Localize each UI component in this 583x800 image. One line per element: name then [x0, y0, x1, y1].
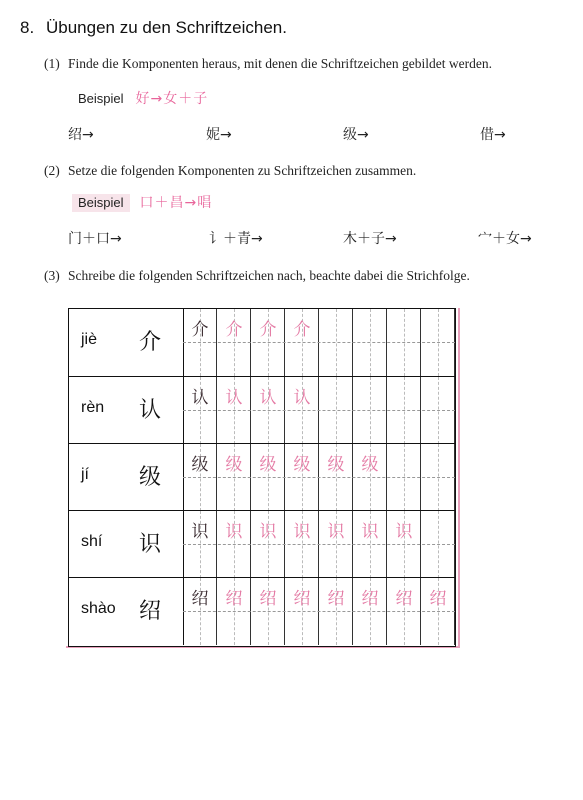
trace-character: 认: [191, 388, 209, 408]
part2-task: 门＋口→: [68, 231, 122, 247]
part2-example: [72, 192, 212, 212]
trace-character: 识: [191, 522, 209, 542]
part1-example-label: Beispiel: [78, 91, 124, 106]
grid-guide-vertical: [336, 377, 337, 444]
trace-character: 级: [259, 455, 277, 475]
part3-index: (3): [44, 268, 60, 283]
part1-example-text: 好→女＋子: [135, 91, 209, 107]
trace-character: 级: [293, 455, 311, 475]
part1-instruction: [44, 56, 492, 72]
writing-grid: [183, 377, 455, 444]
trace-character: 认: [293, 388, 311, 408]
trace-character: 绍: [327, 589, 345, 609]
trace-character: 绍: [395, 589, 413, 609]
part2-instruction-text: Setze die folgenden Komponenten zu Schriftzeichen zusammen.: [68, 163, 417, 178]
part2-task: 讠＋青→: [209, 231, 263, 247]
part3-instruction: [44, 268, 470, 284]
trace-character: 级: [191, 455, 209, 475]
table-shadow-right: [458, 308, 460, 648]
trace-character: 识: [327, 522, 345, 542]
pinyin-label: jiè: [81, 331, 98, 348]
grid-guide-vertical: [438, 309, 439, 376]
practice-row: [69, 577, 455, 645]
grid-guide-vertical: [370, 309, 371, 376]
practice-table: [68, 308, 456, 647]
pinyin-label: rèn: [81, 399, 105, 416]
part1-instruction-text: Finde die Komponenten heraus, mit denen die Schriftzeichen gebildet werden.: [68, 56, 492, 71]
part2-example-text: 口＋昌→唱: [139, 195, 213, 211]
pinyin-label: shí: [81, 533, 103, 550]
grid-guide-vertical: [438, 511, 439, 578]
model-character: 级: [139, 465, 162, 490]
model-character: 认: [139, 398, 162, 423]
practice-row: [69, 443, 455, 511]
trace-character: 介: [191, 320, 209, 340]
writing-grid: [183, 578, 455, 645]
part2-index: (2): [44, 163, 60, 178]
part2-instruction: [44, 163, 416, 179]
trace-character: 绍: [361, 589, 379, 609]
section-heading: [20, 18, 287, 38]
section-number: 8.: [20, 18, 35, 37]
writing-grid: [183, 309, 455, 376]
part1-task: 借→: [480, 127, 506, 143]
trace-character: 绍: [225, 589, 243, 609]
part3-instruction-text: Schreibe die folgenden Schriftzeichen nach, beachte dabei die Strichfolge.: [68, 268, 470, 283]
trace-character: 介: [225, 320, 243, 340]
grid-guide-horizontal: [183, 410, 455, 411]
grid-guide-vertical: [336, 309, 337, 376]
grid-guide-horizontal: [183, 477, 455, 478]
trace-character: 级: [225, 455, 243, 475]
part1-index: (1): [44, 56, 60, 71]
model-character: 绍: [139, 599, 162, 624]
model-character: 识: [139, 532, 162, 557]
practice-label-cell: [69, 309, 184, 376]
part2-task: 木＋子→: [343, 231, 397, 247]
trace-character: 绍: [293, 589, 311, 609]
trace-character: 认: [225, 388, 243, 408]
trace-character: 认: [259, 388, 277, 408]
grid-guide-horizontal: [183, 342, 455, 343]
grid-guide-vertical: [404, 377, 405, 444]
part1-task: 级→: [343, 127, 369, 143]
pinyin-label: shào: [81, 600, 116, 617]
grid-guide-horizontal: [183, 611, 455, 612]
trace-character: 识: [225, 522, 243, 542]
practice-label-cell: [69, 578, 184, 645]
trace-character: 识: [361, 522, 379, 542]
grid-guide-vertical: [404, 444, 405, 511]
trace-character: 绍: [429, 589, 447, 609]
trace-character: 识: [259, 522, 277, 542]
grid-guide-vertical: [370, 377, 371, 444]
trace-character: 介: [293, 320, 311, 340]
part2-task: 宀＋女→: [478, 231, 532, 247]
practice-row: [69, 510, 455, 578]
trace-character: 绍: [259, 589, 277, 609]
section-title: Übungen zu den Schriftzeichen.: [46, 18, 287, 37]
trace-character: 级: [327, 455, 345, 475]
trace-character: 识: [293, 522, 311, 542]
pinyin-label: jí: [81, 466, 89, 483]
trace-character: 级: [361, 455, 379, 475]
part1-task: 绍→: [68, 127, 94, 143]
trace-character: 介: [259, 320, 277, 340]
part1-example: [78, 88, 208, 108]
part1-task: 妮→: [206, 127, 232, 143]
practice-label-cell: [69, 511, 184, 578]
trace-character: 绍: [191, 589, 209, 609]
part2-example-label: Beispiel: [72, 194, 130, 212]
practice-label-cell: [69, 444, 184, 511]
grid-guide-horizontal: [183, 544, 455, 545]
writing-grid: [183, 444, 455, 511]
practice-label-cell: [69, 377, 184, 444]
grid-guide-vertical: [404, 309, 405, 376]
writing-grid: [183, 511, 455, 578]
model-character: 介: [139, 330, 162, 355]
trace-character: 识: [395, 522, 413, 542]
grid-guide-vertical: [438, 377, 439, 444]
grid-guide-vertical: [438, 444, 439, 511]
practice-row: [69, 376, 455, 444]
practice-row: [69, 309, 455, 376]
